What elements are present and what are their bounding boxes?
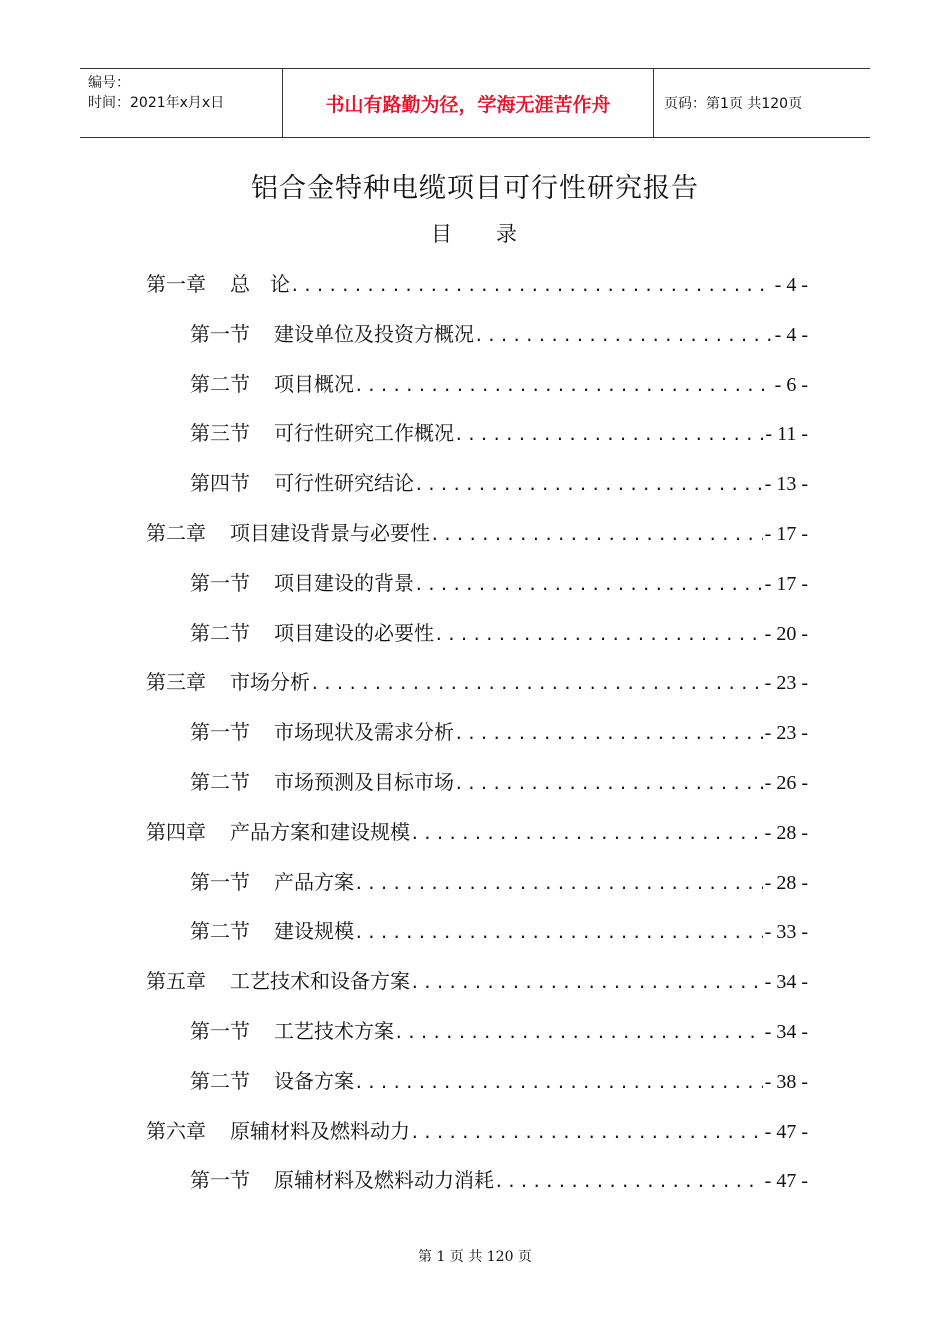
toc-dot-leader <box>414 475 763 494</box>
toc-dot-leader <box>410 1123 763 1142</box>
toc-entry-page-number: - 47 - <box>764 1170 808 1192</box>
toc-entry-title: 产品方案 <box>274 870 354 894</box>
page-footer: 第 1 页 共 120 页 <box>418 1249 532 1265</box>
toc-dot-leader <box>474 326 773 345</box>
toc-dot-leader <box>394 1023 763 1042</box>
toc-section-entry[interactable] <box>190 866 808 896</box>
toc-dot-leader <box>414 575 763 594</box>
toc-entry-number: 第一节 <box>190 1168 250 1192</box>
toc-section-entry[interactable] <box>190 368 808 398</box>
document-date: 时间：2021年x月x日 <box>88 95 225 111</box>
toc-section-entry[interactable] <box>190 318 808 348</box>
toc-entry-number: 第二节 <box>190 1069 250 1093</box>
toc-entry-number: 第六章 <box>146 1119 206 1143</box>
toc-entry-page-number: - 17 - <box>764 523 808 545</box>
toc-entry-number: 第四节 <box>190 471 250 495</box>
toc-dot-leader <box>354 874 763 893</box>
toc-dot-leader <box>494 1172 763 1191</box>
toc-entry-page-number: - 34 - <box>764 1021 808 1043</box>
header-page-info: 页码：第1页 共120页 <box>664 96 803 112</box>
header-motto: 书山有路勤为径，学海无涯苦作舟 <box>282 69 654 137</box>
toc-dot-leader <box>434 625 763 644</box>
toc-entry-page-number: - 23 - <box>764 672 808 694</box>
toc-entry-title: 市场现状及需求分析 <box>274 720 454 744</box>
toc-dot-leader <box>290 276 773 295</box>
toc-chapter-entry[interactable] <box>146 666 808 696</box>
toc-dot-leader <box>410 824 763 843</box>
toc-heading <box>0 218 950 248</box>
toc-chapter-entry[interactable] <box>146 517 808 547</box>
toc-entry-page-number: - 23 - <box>764 722 808 744</box>
toc-entry-page-number: - 20 - <box>764 623 808 645</box>
toc-chapter-entry[interactable] <box>146 1115 808 1145</box>
toc-entry-number: 第二章 <box>146 521 206 545</box>
toc-section-entry[interactable] <box>190 567 808 597</box>
toc-dot-leader <box>354 923 763 942</box>
toc-entry-title: 项目概况 <box>274 372 354 396</box>
toc-section-entry[interactable] <box>190 1065 808 1095</box>
toc-entry-title: 项目建设背景与必要性 <box>230 521 430 545</box>
document-title: 铝合金特种电缆项目可行性研究报告 <box>251 173 699 204</box>
toc-section-entry[interactable] <box>190 915 808 945</box>
toc-entry-page-number: - 17 - <box>764 573 808 595</box>
toc-entry-page-number: - 33 - <box>764 921 808 943</box>
toc-entry-title: 设备方案 <box>274 1069 354 1093</box>
toc-entry-number: 第一章 <box>146 272 206 296</box>
toc-entry-title: 可行性研究结论 <box>274 471 414 495</box>
toc-entry-page-number: - 34 - <box>764 971 808 993</box>
toc-chapter-entry[interactable] <box>146 268 808 298</box>
toc-entry-number: 第四章 <box>146 820 206 844</box>
toc-entry-page-number: - 6 - <box>774 374 808 396</box>
toc-section-entry[interactable] <box>190 417 808 447</box>
toc-entry-title: 建设规模 <box>274 919 354 943</box>
toc-dot-leader <box>354 1073 763 1092</box>
toc-entry-page-number: - 13 - <box>764 473 808 495</box>
toc-dot-leader <box>430 525 763 544</box>
toc-entry-title: 产品方案和建设规模 <box>230 820 410 844</box>
header-meta <box>80 69 282 137</box>
toc-entry-page-number: - 38 - <box>764 1071 808 1093</box>
toc-entry-title: 建设单位及投资方概况 <box>274 322 474 346</box>
toc-heading-char-2: 录 <box>496 222 519 246</box>
toc-dot-leader <box>354 376 773 395</box>
toc-entry-number: 第一节 <box>190 571 250 595</box>
toc-dot-leader <box>454 425 763 444</box>
toc-section-entry[interactable] <box>190 766 808 796</box>
toc-entry-page-number: - 4 - <box>774 324 808 346</box>
toc-entry-number: 第五章 <box>146 969 206 993</box>
toc-entry-title: 市场预测及目标市场 <box>274 770 454 794</box>
toc-entry-title: 工艺技术和设备方案 <box>230 969 410 993</box>
toc-entry-page-number: - 11 - <box>765 423 808 445</box>
toc-section-entry[interactable] <box>190 1015 808 1045</box>
toc-entry-number: 第三节 <box>190 421 250 445</box>
document-header <box>80 68 870 138</box>
toc-entry-number: 第一节 <box>190 720 250 744</box>
toc-entry-number: 第一节 <box>190 1019 250 1043</box>
toc-entry-number: 第二节 <box>190 919 250 943</box>
toc-entry-number: 第二节 <box>190 621 250 645</box>
toc-dot-leader <box>454 774 763 793</box>
toc-entry-number: 第二节 <box>190 372 250 396</box>
toc-entry-number: 第一节 <box>190 870 250 894</box>
toc-entry-title: 原辅材料及燃料动力 <box>230 1119 410 1143</box>
toc-section-entry[interactable] <box>190 617 808 647</box>
document-number-label: 编号： <box>88 75 130 91</box>
toc-entry-number: 第一节 <box>190 322 250 346</box>
toc-entry-page-number: - 26 - <box>764 772 808 794</box>
toc-entry-title: 可行性研究工作概况 <box>274 421 454 445</box>
toc-entry-number: 第三章 <box>146 670 206 694</box>
toc-section-entry[interactable] <box>190 1164 808 1194</box>
toc-heading-char-1: 目 <box>431 222 454 246</box>
toc-section-entry[interactable] <box>190 467 808 497</box>
toc-entry-title: 原辅材料及燃料动力消耗 <box>274 1168 494 1192</box>
toc-entry-title: 项目建设的背景 <box>274 571 414 595</box>
toc-entry-page-number: - 28 - <box>764 872 808 894</box>
toc-entry-page-number: - 47 - <box>764 1121 808 1143</box>
toc-dot-leader <box>410 973 763 992</box>
toc-entry-title: 工艺技术方案 <box>274 1019 394 1043</box>
toc-dot-leader <box>454 724 763 743</box>
toc-entry-title: 市场分析 <box>230 670 310 694</box>
toc-entry-page-number: - 28 - <box>764 822 808 844</box>
toc-entry-number: 第二节 <box>190 770 250 794</box>
toc-section-entry[interactable] <box>190 716 808 746</box>
toc-dot-leader <box>310 674 763 693</box>
toc-chapter-entry[interactable] <box>146 965 808 995</box>
toc-entry-title: 项目建设的必要性 <box>274 621 434 645</box>
toc-entry-title: 总 论 <box>230 272 290 296</box>
toc-chapter-entry[interactable] <box>146 816 808 846</box>
toc-entry-page-number: - 4 - <box>774 274 808 296</box>
